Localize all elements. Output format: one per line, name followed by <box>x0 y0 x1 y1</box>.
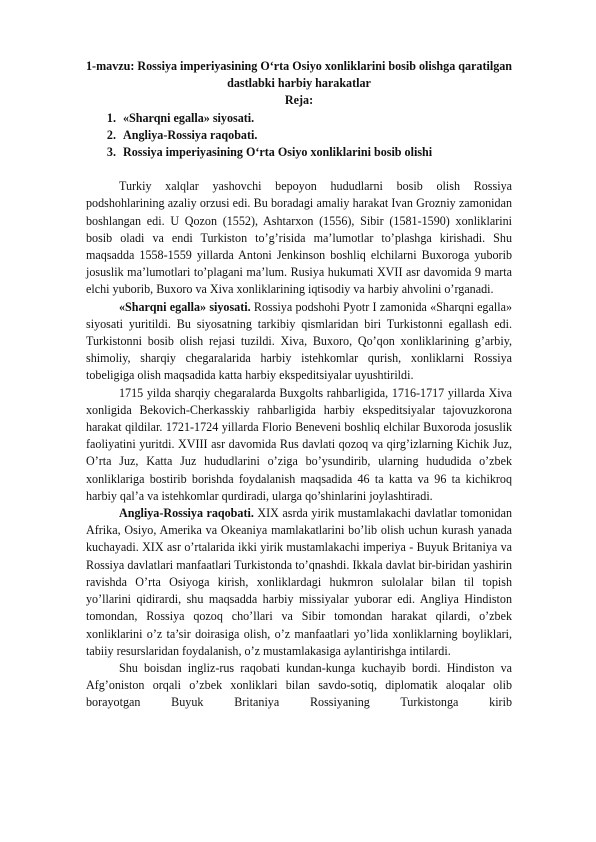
paragraph-lead: «Sharqni egalla» siyosati. <box>119 299 251 314</box>
paragraph-lead: Angliya-Rossiya raqobati. <box>119 506 254 521</box>
plan-item: 2. Angliya-Rossiya raqobati. <box>119 127 512 144</box>
plan-item: 3. Rossiya imperiyasining O‘rta Osiyo xonliklarini bosib olishi <box>119 144 512 161</box>
paragraph-text: XIX asrda yirik mustamlakachi davlatlar tomonidan Afrika, Osiyo, Amerika va Okeaniya mamlakatlarini bo’lib olish uchun kurash yanada kuchayadi. XIX asr o’rtalarida ikki yirik mustamlakachi imperiya - Buyuk Britaniya va Rossiya davlatlari manfaatlari Turkistonda to’qnashdi. Ikkala davlat bir-biridan yashirin ravishda O’rta Osiyoga kirish, xonliklardagi hukmron sulolalar bilan til topish yo’llarini qidirardi, shu maqsadda harbiy missiyalar yuborar edi. Angliya Hindiston tomondan, Rossiya qozoq cho’llari va Sibir tomondan harakat qilardi, o’zbek xonliklarini o’z ta’sir doirasiga olish, o’z manfaatlari yo’lida xonliklarning boyliklari, tabiiy resurslaridan foydalanish, o’z mustamlakasiga aylantirishga intilardi. <box>86 506 512 658</box>
paragraph-expeditions <box>86 385 512 505</box>
paragraph-rivalry <box>86 660 512 712</box>
paragraph-angliya-rossiya <box>86 505 512 660</box>
paragraph-intro <box>86 178 512 298</box>
document-title: 1-mavzu: Rossiya imperiyasining O‘rta Osiyo xonliklarini bosib olishga qaratilgan dastlabki harbiy harakatlar <box>86 59 513 91</box>
paragraph-text: 1715 yilda sharqiy chegaralarda Buxgolts rahbarligida, 1716-1717 yillarda Xiva xonligida Bekovich-Cherkasskiy rahbarligida harbiy ekspeditsiyalar tajovuzkorona harakat qildilar. 1721-1724 yillarda Florio Beneveni boshliq elchilar Buxoroda josuslik faoliyatini yuritdi. XVIII asr davomida Rus davlati qozoq va qirg’izlarning Kichik Juz, O’rta Juz, Katta Juz hududlarini o’ziga bo’ysundirib, ularning hududida o’zbek xonliklariga bostirib borishda foydalanish maqsadida 46 ta katta va 96 ta kichikroq harbiy qal’a va istehkomlar qurdiradi, ularga qo’shinlarini joylashtiradi. <box>86 385 512 503</box>
plan-item: 1. «Sharqni egalla» siyosati. <box>119 110 512 127</box>
plan-list <box>86 110 512 162</box>
paragraph-sharqni-egalla <box>86 299 512 385</box>
paragraph-text: Rossiya podshohi Pyotr I zamonida «Sharqni egalla» siyosati yuritildi. Bu siyosatning tarkibiy qismlaridan biri Turkistonni egallash edi. Turkistonni bosib olish rejasi tuzildi. Xiva, Buxoro, Qo’qon xonliklarining g’arbiy, shimoliy, sharqiy chegaralarida harbiy istehkomlar qurish, xonliklarni Rossiya tobeligiga olish maqsadida katta harbiy ekspeditsiyalar uyushtirildi. <box>86 299 512 383</box>
section-spacer <box>86 161 512 178</box>
document-page <box>86 58 512 712</box>
paragraph-text: Turkiy xalqlar yashovchi bepoyon hududlarni bosib olish Rossiya podshohlarining azaliy orzusi edi. Bu boradagi amaliy harakat Ivan Grozniy zamonidan boshlangan edi. U Qozon (1552), Ashtarxon (1556), Sibir (1581-1590) xonliklarini bosib oladi va endi Turkiston to’g’risida ma’lumotlar to’plashga kirishadi. Shu maqsadda 1558-1559 yillarda Antoni Jenkinson boshliq elchilarni Buxoroga yuborib josuslik ma’lumotlari to’plagani ma’lum. Rusiya hukumati XVII asr davomida 9 marta elchi yuborib, Buxoro va Xiva xonliklarining iqtisodiy va harbiy ahvolini o’rganadi. <box>86 179 512 297</box>
plan-heading: Reja: <box>284 93 314 108</box>
paragraph-text: Shu boisdan ingliz-rus raqobati kundan-kunga kuchayib bordi. Hindiston va Afg’oniston orqali o’zbek xonliklari bilan savdo-sotiq, diplomatik aloqalar olib borayotgan Buyuk Britaniya Rossiyaning Turkistonga kirib <box>86 660 512 710</box>
